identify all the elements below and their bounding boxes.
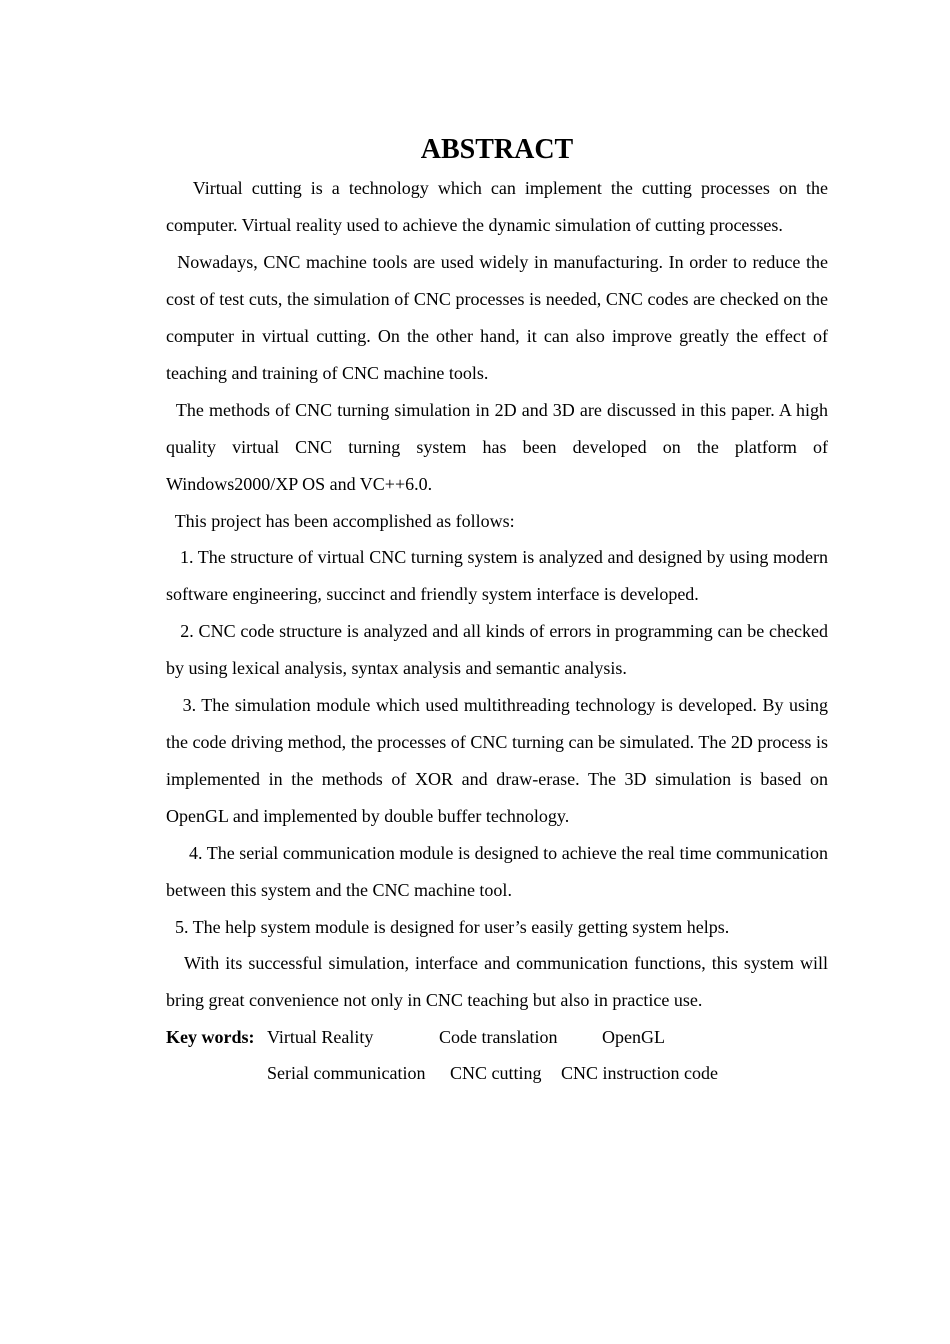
- keywords-label: Key words:: [166, 1027, 255, 1047]
- keywords-row-2: [166, 1055, 828, 1091]
- paragraph-9: [166, 909, 828, 945]
- keyword: OpenGL: [602, 1027, 665, 1047]
- paragraph-8: [166, 835, 828, 909]
- paragraph-text: The methods of CNC turning simulation in 2D and 3D are discussed in this paper. A high quality virtual CNC turning system has been developed on the platform of Windows2000/XP OS and VC++6.0.: [166, 400, 828, 494]
- paragraph-4: [166, 503, 828, 539]
- paragraph-text: With its successful simulation, interface and communication functions, this system will bring great convenience not only in CNC teaching but also in practice use.: [166, 953, 828, 1010]
- indent: [166, 400, 176, 420]
- indent: [166, 547, 180, 567]
- paragraph-text: 4. The serial communication module is designed to achieve the real time communication between this system and the CNC machine tool.: [166, 843, 829, 900]
- paragraph-7: [166, 687, 828, 835]
- paragraph-text: 1. The structure of virtual CNC turning system is analyzed and designed by using modern software engineering, succinct and friendly system interface is developed.: [166, 547, 828, 604]
- keyword: Serial communication: [267, 1063, 426, 1083]
- keyword: Virtual Reality: [267, 1027, 374, 1047]
- keyword: Code translation: [439, 1027, 558, 1047]
- indent: [166, 917, 175, 937]
- paragraph-text: This project has been accomplished as follows:: [174, 511, 515, 531]
- paragraph-10: [166, 945, 828, 1019]
- indent: [166, 843, 189, 863]
- indent: [166, 621, 180, 641]
- paragraph-6: [166, 613, 828, 687]
- indent: [166, 953, 184, 973]
- abstract-title: ABSTRACT: [420, 134, 574, 165]
- paragraph-text: 2. CNC code structure is analyzed and all kinds of errors in programming can be checked by using lexical analysis, syntax analysis and semantic analysis.: [166, 621, 829, 678]
- paragraph-text: 5. The help system module is designed for user’s easily getting system helps.: [175, 917, 730, 937]
- paragraph-2: [166, 244, 828, 392]
- keywords-row-1: [166, 1019, 828, 1055]
- paragraph-text: 3. The simulation module which used multithreading technology is developed. By using the code driving method, the processes of CNC turning can be simulated. The 2D process is implemented in the methods of XOR and draw-erase. The 3D simulation is based on OpenGL and implemented by double buffer technology.: [166, 695, 829, 826]
- paragraph-text: Nowadays, CNC machine tools are used widely in manufacturing. In order to reduce the cost of test cuts, the simulation of CNC processes is needed, CNC codes are checked on the computer in virtual cutting. On the other hand, it can also improve greatly the effect of teaching and training of CNC machine tools.: [166, 252, 829, 383]
- indent: [166, 695, 183, 715]
- indent: [166, 178, 193, 198]
- indent: [166, 511, 175, 531]
- paragraph-1: [166, 170, 828, 244]
- paragraph-3: [166, 392, 828, 503]
- indent: [166, 252, 177, 272]
- paragraph-5: [166, 539, 828, 613]
- keyword: CNC instruction code: [561, 1063, 718, 1083]
- abstract-page: [166, 132, 828, 1091]
- paragraph-text: Virtual cutting is a technology which can implement the cutting processes on the computer. Virtual reality used to achieve the dynamic simulation of cutting processes.: [166, 178, 828, 235]
- keyword: CNC cutting: [450, 1063, 542, 1083]
